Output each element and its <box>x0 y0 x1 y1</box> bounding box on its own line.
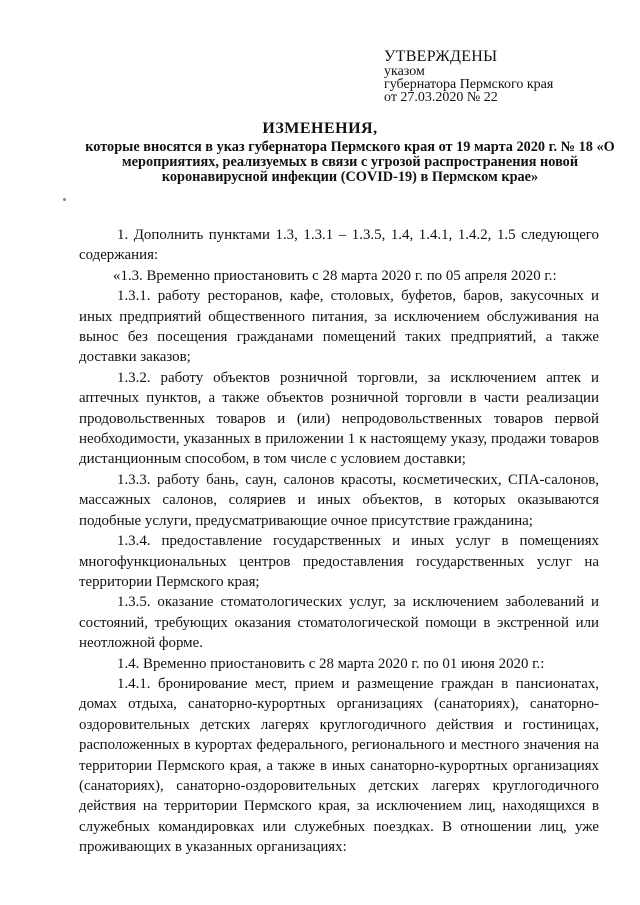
approval-line-3: от 27.03.2020 № 22 <box>384 90 498 105</box>
approval-title: УТВЕРЖДЕНЫ <box>384 48 498 65</box>
document-title: ИЗМЕНЕНИЯ, <box>262 120 378 137</box>
document-body <box>79 225 599 858</box>
paragraph-1-3-1: 1.3.1. работу ресторанов, кафе, столовых, буфетов, баров, закусочных и иных предприятий общественного питания, за исключением обслуживания на вынос без посещения гражданами помещений таких предприятий, а также доставки заказов; <box>79 288 599 366</box>
approval-line-2: губернатора Пермского края <box>384 77 554 92</box>
paragraph-1-4-1: 1.4.1. бронирование мест, прием и размещение граждан в пансионатах, домах отдыха, санаторно-курортных организациях (санаториях), санаторно-оздоровительных детских лагерях круглогодичного действия и гостиницах, расположенных в курортах федерального, регионального и местного значения на территории Пермского края, а также в иных санаторно-курортных организациях (санаториях), санаторно-оздоровительных детских лагерях круглогодичного действия на территории Пермского края, за исключением лиц, находящихся в служебных командировках или служебных поездках. В отношении лиц, уже проживающих в указанных организациях: <box>79 675 599 856</box>
paragraph-1-3-4: 1.3.4. предоставление государственных и иных услуг в помещениях многофункциональных центров предоставления государственных услуг на территории Пермского края; <box>79 533 599 590</box>
scan-dot <box>63 198 66 201</box>
paragraph-1-3: «1.3. Временно приостановить с 28 марта 2020 г. по 05 апреля 2020 г.: <box>113 267 557 284</box>
paragraph-1-4: 1.4. Временно приостановить с 28 марта 2020 г. по 01 июня 2020 г.: <box>117 655 545 672</box>
document-subtitle: которые вносятся в указ губернатора Пермского края от 19 марта 2020 г. № 18 «О мероприятиях, реализуемых в связи с угрозой распространения новой коронавирусной инфекции (COVID-19) в Пермском крае» <box>85 139 615 185</box>
paragraph-1: 1. Дополнить пунктами 1.3, 1.3.1 – 1.3.5, 1.4, 1.4.1, 1.4.2, 1.5 следующего содержания: <box>79 227 599 264</box>
paragraph-1-3-3: 1.3.3. работу бань, саун, салонов красоты, косметических, СПА-салонов, массажных салонов, соляриев и иных объектов, в которых оказываются подобные услуги, предусматривающие очное присутствие гражданина; <box>79 471 599 529</box>
approval-stamp <box>384 48 624 104</box>
paragraph-1-3-5: 1.3.5. оказание стоматологических услуг, за исключением заболеваний и состояний, требующих оказания стоматологической помощи в экстренной или неотложной форме. <box>79 594 599 652</box>
approval-line-1: указом <box>384 64 425 79</box>
paragraph-1-3-2: 1.3.2. работу объектов розничной торговли, за исключением аптек и аптечных пунктов, а также объектов розничной торговли в части реализации продовольственных товаров и (или) непродовольственных товаров первой необходимости, указанных в приложении 1 к настоящему указу, продажи товаров дистанционным способом, в том числе с условием доставки; <box>79 369 599 468</box>
